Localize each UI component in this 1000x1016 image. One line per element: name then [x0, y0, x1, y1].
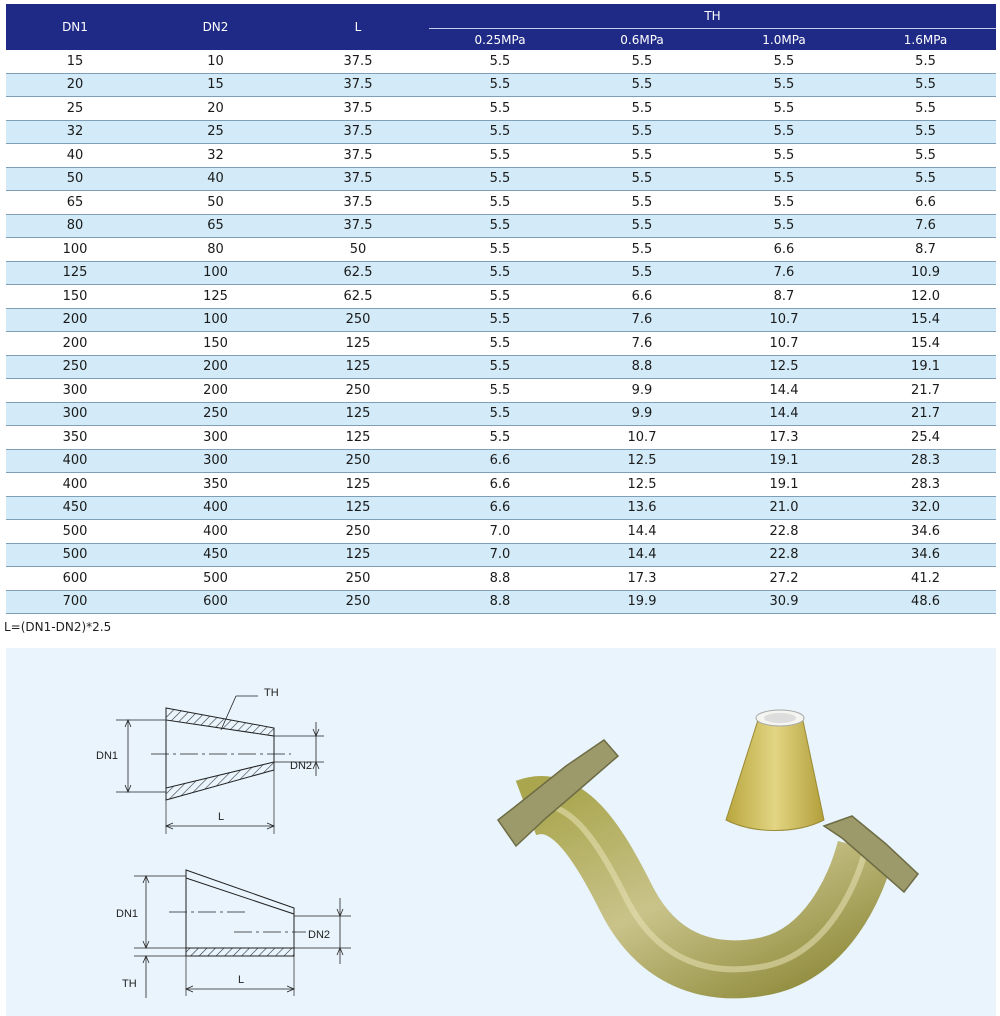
table-row: [6, 567, 996, 591]
cell-th-06: 5.5: [571, 97, 713, 121]
table-row: [6, 332, 996, 356]
cell-th-16: 5.5: [855, 144, 996, 168]
cell-th-10: 21.0: [713, 496, 855, 520]
cell-dn2: 200: [144, 379, 287, 403]
table-row: [6, 355, 996, 379]
cell-th-025: 8.8: [429, 590, 571, 614]
cell-th-16: 12.0: [855, 285, 996, 309]
cell-dn1: 50: [6, 167, 144, 191]
cell-dn1: 600: [6, 567, 144, 591]
cell-th-06: 8.8: [571, 355, 713, 379]
table-row: [6, 379, 996, 403]
cell-l: 125: [287, 402, 429, 426]
cell-dn1: 450: [6, 496, 144, 520]
cell-th-16: 21.7: [855, 379, 996, 403]
cell-dn2: 125: [144, 285, 287, 309]
cell-dn2: 65: [144, 214, 287, 238]
cell-l: 50: [287, 238, 429, 262]
cell-dn2: 600: [144, 590, 287, 614]
table-row: [6, 543, 996, 567]
cell-dn2: 400: [144, 496, 287, 520]
cell-dn2: 250: [144, 402, 287, 426]
cell-th-16: 15.4: [855, 332, 996, 356]
cell-th-06: 9.9: [571, 379, 713, 403]
cell-th-025: 5.5: [429, 285, 571, 309]
cell-l: 250: [287, 590, 429, 614]
eccentric-dn2-label: DN2: [308, 929, 331, 941]
cell-th-16: 19.1: [855, 355, 996, 379]
cell-th-06: 5.5: [571, 167, 713, 191]
concentric-dn1-label: DN1: [96, 750, 119, 762]
cell-dn1: 350: [6, 426, 144, 450]
cell-l: 125: [287, 332, 429, 356]
cell-th-10: 5.5: [713, 144, 855, 168]
cell-dn2: 400: [144, 520, 287, 544]
concentric-th-label: TH: [264, 687, 279, 699]
cell-th-10: 5.5: [713, 97, 855, 121]
cell-th-10: 22.8: [713, 520, 855, 544]
cell-th-025: 5.5: [429, 426, 571, 450]
cell-dn1: 80: [6, 214, 144, 238]
eccentric-reducer-drawing: [116, 870, 351, 998]
cell-th-10: 30.9: [713, 590, 855, 614]
eccentric-th-label: TH: [122, 978, 137, 990]
cell-th-10: 17.3: [713, 426, 855, 450]
table-row: [6, 449, 996, 473]
cell-th-16: 5.5: [855, 167, 996, 191]
frp-u-bend-photo: [498, 740, 918, 969]
cell-dn1: 300: [6, 379, 144, 403]
cell-th-10: 19.1: [713, 473, 855, 497]
cell-th-025: 5.5: [429, 402, 571, 426]
table-row: [6, 191, 996, 215]
cell-dn1: 100: [6, 238, 144, 262]
figure-panel: [6, 648, 996, 1016]
figure-svg: [6, 648, 996, 1016]
table-row: [6, 402, 996, 426]
cell-th-06: 17.3: [571, 567, 713, 591]
cell-dn1: 20: [6, 73, 144, 97]
cell-th-06: 5.5: [571, 238, 713, 262]
cell-l: 250: [287, 567, 429, 591]
cell-dn2: 32: [144, 144, 287, 168]
table-row: [6, 496, 996, 520]
cell-th-10: 12.5: [713, 355, 855, 379]
cell-th-06: 12.5: [571, 473, 713, 497]
cell-th-06: 14.4: [571, 543, 713, 567]
cell-th-16: 10.9: [855, 261, 996, 285]
cell-th-06: 5.5: [571, 144, 713, 168]
cell-th-06: 5.5: [571, 120, 713, 144]
cell-th-16: 48.6: [855, 590, 996, 614]
cell-th-16: 41.2: [855, 567, 996, 591]
table-row: [6, 473, 996, 497]
cell-dn2: 100: [144, 308, 287, 332]
spec-table: [6, 4, 996, 614]
cell-dn1: 400: [6, 449, 144, 473]
table-row: [6, 167, 996, 191]
cell-dn1: 150: [6, 285, 144, 309]
cell-dn2: 20: [144, 97, 287, 121]
cell-th-06: 9.9: [571, 402, 713, 426]
cell-th-025: 6.6: [429, 496, 571, 520]
formula-note: L=(DN1-DN2)*2.5: [4, 620, 112, 634]
cell-th-025: 5.5: [429, 238, 571, 262]
cell-th-06: 12.5: [571, 449, 713, 473]
cell-dn1: 65: [6, 191, 144, 215]
cell-dn1: 200: [6, 332, 144, 356]
header-dn2: DN2: [144, 4, 287, 50]
cell-dn2: 15: [144, 73, 287, 97]
cell-th-025: 6.6: [429, 473, 571, 497]
cell-dn2: 500: [144, 567, 287, 591]
table-row: [6, 144, 996, 168]
cell-dn1: 700: [6, 590, 144, 614]
cell-l: 125: [287, 355, 429, 379]
cell-dn2: 100: [144, 261, 287, 285]
cell-th-16: 8.7: [855, 238, 996, 262]
cell-l: 37.5: [287, 144, 429, 168]
cell-l: 250: [287, 379, 429, 403]
cell-dn2: 300: [144, 449, 287, 473]
cell-th-06: 10.7: [571, 426, 713, 450]
cell-dn2: 25: [144, 120, 287, 144]
cell-th-16: 5.5: [855, 50, 996, 73]
cell-th-10: 5.5: [713, 167, 855, 191]
cell-th-16: 6.6: [855, 191, 996, 215]
cell-th-10: 10.7: [713, 308, 855, 332]
eccentric-dn1-label: DN1: [116, 908, 139, 920]
header-dn1: DN1: [6, 4, 144, 50]
cell-dn2: 200: [144, 355, 287, 379]
cell-dn1: 250: [6, 355, 144, 379]
header-l: L: [287, 4, 429, 50]
cell-th-16: 25.4: [855, 426, 996, 450]
cell-l: 37.5: [287, 167, 429, 191]
cell-th-10: 5.5: [713, 191, 855, 215]
cell-th-06: 5.5: [571, 261, 713, 285]
cell-th-025: 5.5: [429, 120, 571, 144]
table-body: [6, 50, 996, 614]
cell-l: 37.5: [287, 120, 429, 144]
cell-th-025: 5.5: [429, 332, 571, 356]
cell-th-16: 7.6: [855, 214, 996, 238]
cell-th-16: 5.5: [855, 73, 996, 97]
table-row: [6, 426, 996, 450]
cell-l: 37.5: [287, 50, 429, 73]
cell-th-06: 7.6: [571, 332, 713, 356]
eccentric-l-label: L: [238, 974, 245, 986]
header-pressure-10: 1.0MPa: [713, 29, 855, 51]
cell-l: 250: [287, 308, 429, 332]
cell-dn1: 40: [6, 144, 144, 168]
cell-th-025: 5.5: [429, 191, 571, 215]
cell-th-025: 5.5: [429, 167, 571, 191]
cell-th-10: 8.7: [713, 285, 855, 309]
table-row: [6, 120, 996, 144]
cell-dn2: 10: [144, 50, 287, 73]
cell-dn1: 500: [6, 543, 144, 567]
cell-th-10: 7.6: [713, 261, 855, 285]
cell-th-16: 28.3: [855, 449, 996, 473]
concentric-reducer-drawing: [96, 687, 324, 834]
cell-th-16: 28.3: [855, 473, 996, 497]
cell-dn2: 50: [144, 191, 287, 215]
cell-th-06: 19.9: [571, 590, 713, 614]
table-row: [6, 308, 996, 332]
cell-th-06: 13.6: [571, 496, 713, 520]
header-pressure-06: 0.6MPa: [571, 29, 713, 51]
cell-th-10: 22.8: [713, 543, 855, 567]
cell-dn2: 450: [144, 543, 287, 567]
cell-th-16: 5.5: [855, 97, 996, 121]
cell-th-025: 5.5: [429, 261, 571, 285]
cell-dn2: 300: [144, 426, 287, 450]
cell-th-025: 5.5: [429, 50, 571, 73]
cell-th-06: 14.4: [571, 520, 713, 544]
cell-th-025: 8.8: [429, 567, 571, 591]
cell-th-025: 5.5: [429, 214, 571, 238]
cell-l: 125: [287, 426, 429, 450]
table-row: [6, 238, 996, 262]
cell-l: 125: [287, 496, 429, 520]
cell-th-025: 7.0: [429, 543, 571, 567]
cell-th-025: 7.0: [429, 520, 571, 544]
cell-th-025: 5.5: [429, 73, 571, 97]
header-th: TH: [429, 4, 996, 29]
cell-th-10: 5.5: [713, 73, 855, 97]
conical-reducer-photo: [726, 710, 824, 831]
cell-th-025: 5.5: [429, 379, 571, 403]
cell-th-10: 14.4: [713, 402, 855, 426]
cell-th-06: 5.5: [571, 214, 713, 238]
table-row: [6, 261, 996, 285]
cell-th-10: 27.2: [713, 567, 855, 591]
cell-l: 37.5: [287, 97, 429, 121]
cell-l: 125: [287, 543, 429, 567]
table-row: [6, 97, 996, 121]
cell-th-025: 5.5: [429, 144, 571, 168]
cell-dn2: 150: [144, 332, 287, 356]
cell-dn1: 200: [6, 308, 144, 332]
cell-th-025: 6.6: [429, 449, 571, 473]
cell-l: 62.5: [287, 261, 429, 285]
table-row: [6, 73, 996, 97]
cell-dn1: 15: [6, 50, 144, 73]
table-row: [6, 520, 996, 544]
concentric-dn2-label: DN2: [290, 760, 313, 772]
cell-th-06: 6.6: [571, 285, 713, 309]
cell-th-10: 14.4: [713, 379, 855, 403]
header-pressure-025: 0.25MPa: [429, 29, 571, 51]
table-row: [6, 590, 996, 614]
table-row: [6, 285, 996, 309]
cell-dn1: 300: [6, 402, 144, 426]
cell-th-16: 32.0: [855, 496, 996, 520]
cell-th-10: 5.5: [713, 214, 855, 238]
cell-dn1: 25: [6, 97, 144, 121]
cell-dn1: 400: [6, 473, 144, 497]
cell-th-16: 21.7: [855, 402, 996, 426]
concentric-l-label: L: [218, 811, 225, 823]
cell-th-025: 5.5: [429, 355, 571, 379]
cell-th-10: 19.1: [713, 449, 855, 473]
cell-th-06: 7.6: [571, 308, 713, 332]
cell-dn2: 350: [144, 473, 287, 497]
cell-th-06: 5.5: [571, 50, 713, 73]
table-row: [6, 50, 996, 73]
cell-l: 250: [287, 449, 429, 473]
cell-th-16: 34.6: [855, 520, 996, 544]
cell-th-16: 34.6: [855, 543, 996, 567]
cell-th-16: 15.4: [855, 308, 996, 332]
cell-th-06: 5.5: [571, 191, 713, 215]
cell-l: 125: [287, 473, 429, 497]
cell-l: 62.5: [287, 285, 429, 309]
cell-l: 37.5: [287, 191, 429, 215]
cell-dn1: 500: [6, 520, 144, 544]
table-row: [6, 214, 996, 238]
cell-th-10: 5.5: [713, 50, 855, 73]
cell-th-10: 10.7: [713, 332, 855, 356]
cell-th-025: 5.5: [429, 308, 571, 332]
cell-dn2: 80: [144, 238, 287, 262]
cell-l: 37.5: [287, 214, 429, 238]
cell-th-06: 5.5: [571, 73, 713, 97]
cell-l: 250: [287, 520, 429, 544]
cell-dn1: 125: [6, 261, 144, 285]
cell-th-16: 5.5: [855, 120, 996, 144]
cell-l: 37.5: [287, 73, 429, 97]
cell-th-025: 5.5: [429, 97, 571, 121]
cell-th-10: 6.6: [713, 238, 855, 262]
cell-dn2: 40: [144, 167, 287, 191]
cell-th-10: 5.5: [713, 120, 855, 144]
cell-dn1: 32: [6, 120, 144, 144]
header-pressure-16: 1.6MPa: [855, 29, 996, 51]
